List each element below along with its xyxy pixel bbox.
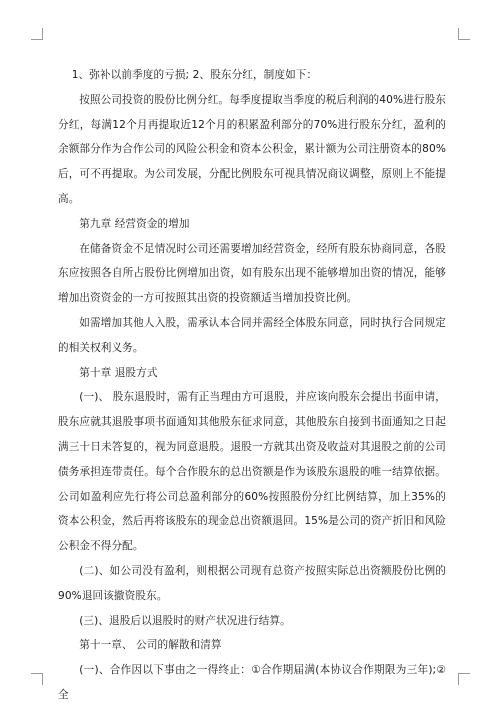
paragraph-withdrawal-1: (一)、 股东退股时，需有正当理由方可退股，并应该向股东会提出书面申请，股东应就其退股事项书面通知其他股东征求同意，其他股东自接到书面通知之日起满三十日未答复的，视为同意退股。退股一方就其出资及收益对其退股之前的公司债务承担连带责任。每个合作股东的总出资额是作为该股东退股的唯一结算依据。公司如盈利应先行将公司总盈利部分的60%按照股份分红比例结算，加上35%的资本公积金，然后再将该股东的现金总出资额退回。15%是公司的资产折旧和风险公积金不得分配。 [58, 391, 446, 553]
paragraph-new-shareholders: 如需增加其他人入股，需承认本合同并需经全体股东同意，同时执行合同规定的相关权利义务。 [58, 316, 446, 354]
crop-mark-top-right [458, 28, 470, 40]
chapter-9-heading: 第九章 经营资金的增加 [79, 217, 190, 230]
document-body [58, 63, 446, 708]
paragraph-dissolution-1: (一)、合作因以下事由之一得终止：①合作期届满(本协议合作期限为三年);② 全 [58, 664, 446, 701]
paragraph-withdrawal-3: (三)、退股后以退股时的财产状况进行结算。 [79, 614, 291, 627]
chapter-11-heading: 第十一章、 公司的解散和清算 [79, 639, 222, 652]
paragraph-dividend-policy: 按照公司投资的股份比例分红。每季度提取当季度的税后利润的40%进行股东分红，每满12个月再提取近12个月的积累盈利部分的70%进行股东分红，盈利的余额部分作为合作公司的风险公积金和资本公积金，累计额为公司注册资本的80%后，可不再提取。为公司发展，分配比例股东可视具情况商议调整，原则上不能提高。 [58, 93, 446, 205]
paragraph-distribution-order: 1、弥补以前季度的亏损; 2、股东分红，制度如下： [71, 69, 318, 81]
crop-mark-top-left [31, 28, 43, 40]
paragraph-capital-increase: 在储备资金不足情况时公司还需要增加经营资金，经所有股东协商同意，各股东应按照各自所占股份比例增加出资，如有股东出现不能够增加出资的情况，能够增加出资资金的一方可按照其出资的投资额适当增加投资比例。 [58, 242, 446, 305]
paragraph-withdrawal-2: (二)、如公司没有盈利，则根据公司现有总资产按照实际总出资额股份比例的90%退回该撤资股东。 [58, 564, 446, 602]
crop-mark-bottom-left [31, 673, 43, 685]
chapter-10-heading: 第十章 退股方式 [79, 366, 158, 379]
crop-mark-bottom-right [458, 673, 470, 685]
